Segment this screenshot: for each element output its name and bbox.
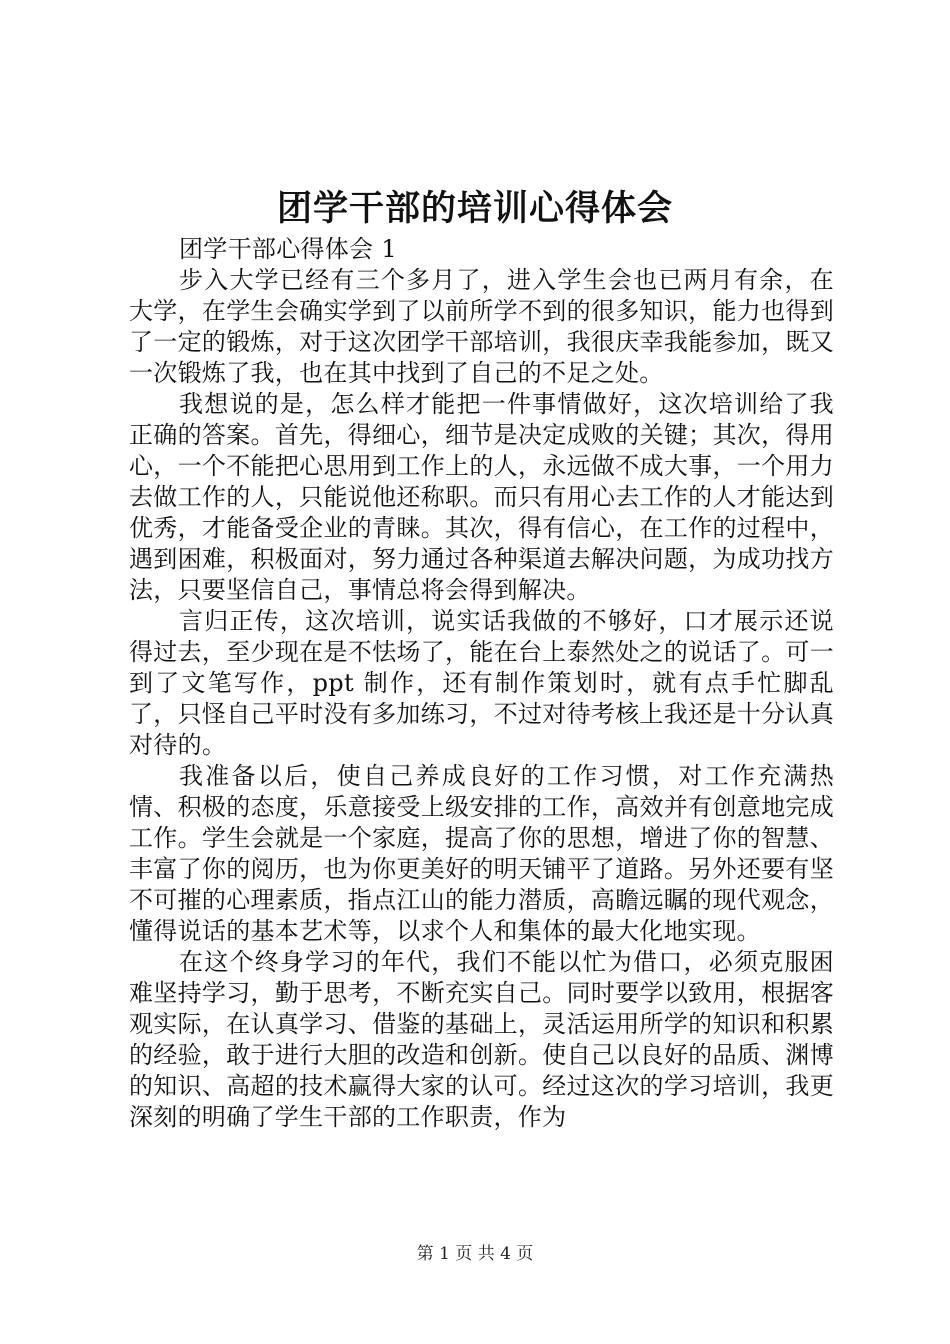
paragraph-4: 我准备以后，使自己养成良好的工作习惯，对工作充满热情、积极的态度，乐意接受上级安排的工作，高效并有创意地完成工作。学生会就是一个家庭，提高了你的思想，增进了你的智慧、丰富了你的阅历，也为你更美好的明天铺平了道路。另外还要有坚不可摧的心理素质，指点江山的能力潜质，高瞻远瞩的现代观念，懂得说话的基本艺术等，以求个人和集体的最大化地实现。: [129, 762, 834, 945]
paragraph-2: 我想说的是，怎么样才能把一件事情做好，这次培训给了我正确的答案。首先，得细心，细节是决定成败的关键；其次，得用心，一个不能把心思用到工作上的人，永远做不成大事，一个用力去做工作的人，只能说他还称职。而只有用心去工作的人才能达到优秀，才能备受企业的青睐。其次，得有信心，在工作的过程中，遇到困难，积极面对，努力通过各种渠道去解决问题，为成功找方法，只要坚信自己，事情总将会得到解决。: [129, 390, 834, 604]
paragraph-1: 步入大学已经有三个多月了，进入学生会也已两月有余，在大学，在学生会确实学到了以前所学不到的很多知识，能力也得到了一定的锻炼，对于这次团学干部培训，我很庆幸我能参加，既又一次锻炼了我，也在其中找到了自己的不足之处。: [129, 266, 834, 387]
document-title: 团学干部的培训心得体会: [276, 188, 673, 229]
page-footer: 第 1 页 共 4 页: [416, 1244, 534, 1264]
paragraph-5: 在这个终身学习的年代，我们不能以忙为借口，必须克服困难坚持学习，勤于思考，不断充实自己。同时要学以致用，根据客观实际，在认真学习、借鉴的基础上，灵活运用所学的知识和积累的经验，敢于进行大胆的改造和创新。使自己以良好的品质、渊博的知识、高超的技术赢得大家的认可。经过这次的学习培训，我更深刻的明确了学生干部的工作职责，作为: [129, 948, 834, 1131]
section-heading: 团学干部心得体会 1: [179, 235, 397, 263]
document-body: [129, 234, 834, 1133]
paragraph-3: 言归正传，这次培训，说实话我做的不够好，口才展示还说得过去，至少现在是不怯场了，能在台上泰然处之的说话了。可一到了文笔写作，ppt 制作，还有制作策划时，就有点手忙脚乱了，只怪自己平时没有多加练习，不过对待考核上我还是十分认真对待的。: [129, 607, 834, 759]
